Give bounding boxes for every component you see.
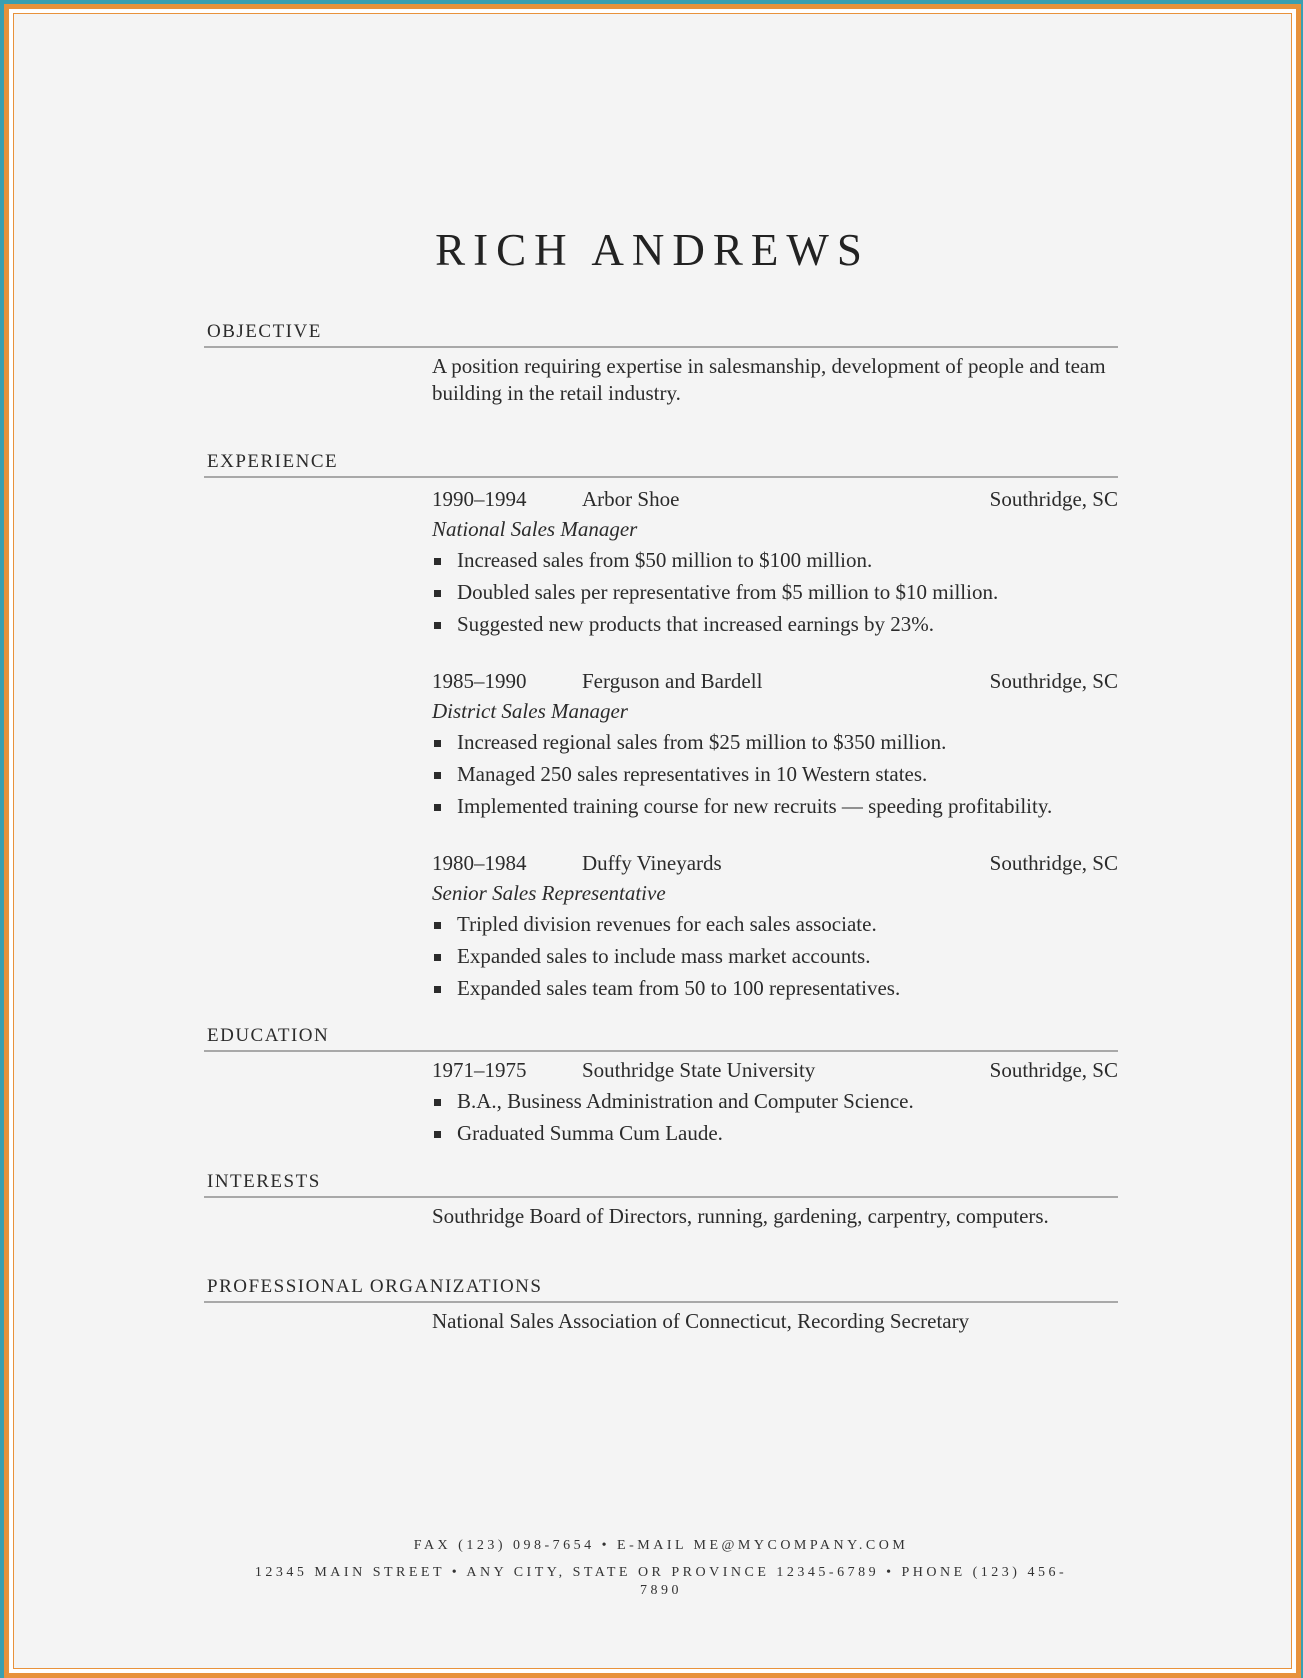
section-heading-interests: INTERESTS: [204, 1171, 1118, 1198]
footer-address-line: 12345 MAIN STREET • ANY CITY, STATE OR PROVINCE 12345-6789 • PHONE (123) 456-7890: [254, 1565, 1068, 1598]
job-entry: [432, 848, 1118, 1004]
bullet-item: Expanded sales team from 50 to 100 representatives.: [432, 972, 1118, 1004]
education-location: Southridge, SC: [989, 1057, 1118, 1082]
job-location: Southridge, SC: [989, 486, 1118, 511]
bullet-item: Increased regional sales from $25 million to $350 million.: [432, 726, 1118, 758]
bullet-item: Doubled sales per representative from $5 million to $10 million.: [432, 576, 1118, 608]
objective-section: [204, 321, 1118, 407]
bullet-item: Expanded sales to include mass market accounts.: [432, 940, 1118, 972]
job-dates: 1980–1984: [432, 850, 527, 875]
job-location: Southridge, SC: [989, 668, 1118, 693]
job-bullets: [432, 908, 1118, 1004]
job-company: Arbor Shoe: [582, 486, 680, 511]
bullet-item: Increased sales from $50 million to $100 million.: [432, 544, 1118, 576]
education-bullets: [432, 1085, 1118, 1149]
job-role: Senior Sales Representative: [432, 881, 666, 905]
bullet-item: Managed 250 sales representatives in 10 Western states.: [432, 758, 1118, 790]
organizations-text: National Sales Association of Connecticut, Recording Secretary: [432, 1309, 970, 1333]
interests-section: [204, 1171, 1118, 1230]
job-location: Southridge, SC: [989, 850, 1118, 875]
resume-page: [14, 14, 1291, 1668]
interests-text: Southridge Board of Directors, running, gardening, carpentry, computers.: [432, 1204, 1049, 1228]
job-entry: [432, 666, 1118, 822]
job-role: District Sales Manager: [432, 699, 628, 723]
job-company: Ferguson and Bardell: [582, 668, 763, 693]
job-dates: 1990–1994: [432, 486, 527, 511]
bullet-item: B.A., Business Administration and Computer Science.: [432, 1085, 1118, 1117]
job-bullets: [432, 726, 1118, 822]
candidate-name: RICH ANDREWS: [435, 225, 870, 275]
organizations-section: [204, 1276, 1118, 1335]
job-dates: 1985–1990: [432, 668, 527, 693]
bullet-item: Tripled division revenues for each sales associate.: [432, 908, 1118, 940]
job-role: National Sales Manager: [432, 517, 638, 541]
bullet-item: Implemented training course for new recruits — speeding profitability.: [432, 790, 1118, 822]
education-section: [204, 1025, 1118, 1149]
footer-contact-line: FAX (123) 098-7654 • E-MAIL ME@MYCOMPANY.COM: [413, 1538, 909, 1553]
section-heading-organizations: PROFESSIONAL ORGANIZATIONS: [204, 1276, 1118, 1303]
outer-frame: [4, 4, 1301, 1678]
section-heading-education: EDUCATION: [204, 1025, 1118, 1052]
section-heading-objective: OBJECTIVE: [204, 321, 1118, 348]
objective-text: A position requiring expertise in salesmanship, development of people and team building in the retail industry.: [432, 354, 1106, 405]
job-company: Duffy Vineyards: [582, 850, 722, 875]
bullet-item: Suggested new products that increased earnings by 23%.: [432, 608, 1118, 640]
inner-frame: [13, 13, 1292, 1669]
bullet-item: Graduated Summa Cum Laude.: [432, 1117, 1118, 1149]
job-bullets: [432, 544, 1118, 640]
experience-section: [204, 451, 1118, 1004]
job-entry: [432, 484, 1118, 640]
education-school: Southridge State University: [582, 1057, 816, 1082]
section-heading-experience: EXPERIENCE: [204, 451, 1118, 478]
education-dates: 1971–1975: [432, 1057, 527, 1082]
